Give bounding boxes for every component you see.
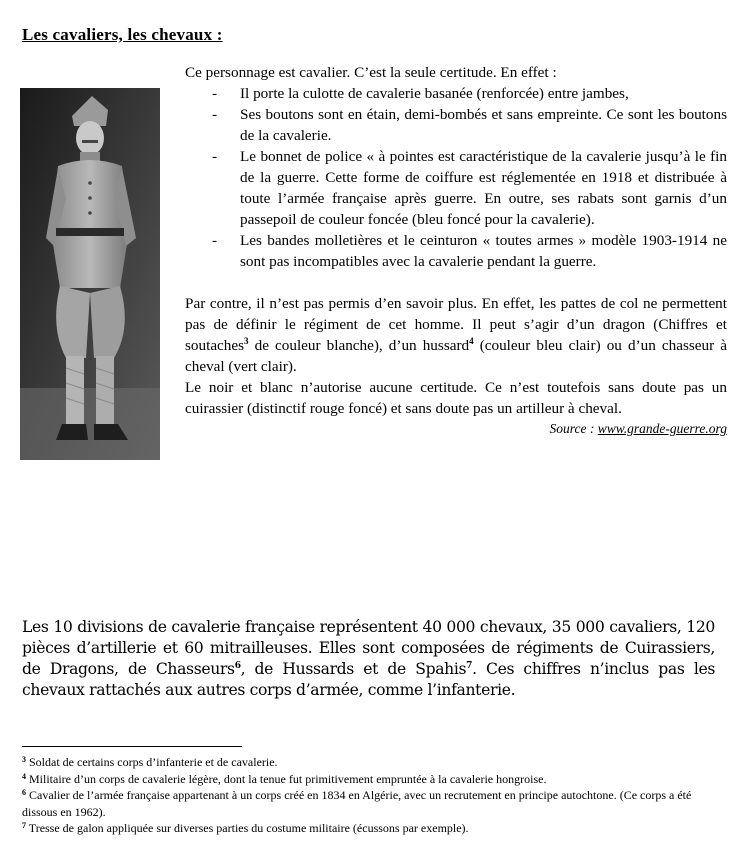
footnote-ref: 7 (466, 661, 473, 671)
bullet-marker: - (212, 232, 218, 249)
footnote-ref: 3 (244, 336, 249, 346)
intro-paragraph: Ce personnage est cavalier. C’est la seule certitude. En effet : (185, 64, 557, 81)
soldier-photo (20, 88, 160, 460)
footnote-ref: 4 (469, 336, 474, 346)
list-item: - Il porte la culotte de cavalerie basanée (renforcée) entre jambes, (212, 85, 629, 102)
footnote-ref: 6 (234, 661, 241, 671)
footnote: $^4$ Militaire d’un corps de cavalerie légère, dont la tenue fut primitivement empruntée à la cavalerie hongroise. (22, 771, 547, 786)
bullet-marker: - (212, 85, 218, 102)
list-item: - Ses boutons sont en étain, demi-bombés et sans empreinte. Ce sont les boutons de la cavalerie. (212, 106, 727, 144)
divisions-paragraph: Les 10 divisions de cavalerie française représentent 40 000 chevaux, 35 000 cavaliers, 120 pièces d’artillerie et 60 mitrailleuses. Elles sont composées de régiments de Cuirassiers, de Dragons, de Chasseurs$^6$, de Hussards et de Spahis$^7$. Ces chiffres n’inclus pas les chevaux rattachés aux autres corps d’armée, comme l’infanterie. (22, 618, 715, 699)
black-white-paragraph: Le noir et blanc n’autorise aucune certitude. Ce n’est toutefois sans doute pas un cuirassier (distinctif rouge foncé) et sans doute pas un artilleur à cheval. (185, 379, 727, 417)
source-credit: Source : www.grande-guerre.org (549, 421, 727, 436)
source-link[interactable]: www.grande-guerre.org (597, 421, 727, 436)
bullet-marker: - (212, 106, 218, 123)
footnote-separator (22, 746, 242, 747)
footnote: $^6$ Cavalier de l’armée française appartenant à un corps créé en 1834 en Algérie, avec un recrutement en principe autochtone. (Ce corps a été dissous en 1962). (22, 788, 692, 819)
footnote: $^7$ Tresse de galon appliquée sur diverses parties du costume militaire (écussons par exemple). (22, 821, 469, 835)
description-text (185, 62, 727, 438)
footnotes (22, 754, 722, 837)
section-title: Les cavaliers, les chevaux : (22, 25, 223, 44)
uncertainty-paragraph: Par contre, il n’est pas permis d’en savoir plus. En effet, les pattes de col ne permettent pas de définir le régiment de cet homme. Il peut s’agir d’un dragon (Chiffres et soutaches$^3$ de couleur blanche), d’un hussard$^4$ (couleur bleu clair) ou d’un chasseur à cheval (vert clair). (185, 295, 727, 375)
soldier-photo-icon (20, 88, 160, 460)
footnote: $^3$ Soldat de certains corps d’infanterie et de cavalerie. (22, 755, 278, 769)
list-item: - Le bonnet de police « à pointes est caractéristique de la cavalerie jusqu’à le fin de la guerre. Cette forme de coiffure est réglementée en 1918 et distribuée à toute l’armée française après guerre. En outre, ses rabats sont garnis d’un passepoil de couleur foncée (bleu foncé pour la cavalerie). (212, 148, 727, 228)
list-item: - Les bandes molletières et le ceinturon « toutes armes » modèle 1903-1914 ne sont pas incompatibles avec la cavalerie pendant la guerre. (212, 232, 727, 270)
evidence-list (185, 83, 727, 272)
bullet-marker: - (212, 148, 218, 165)
